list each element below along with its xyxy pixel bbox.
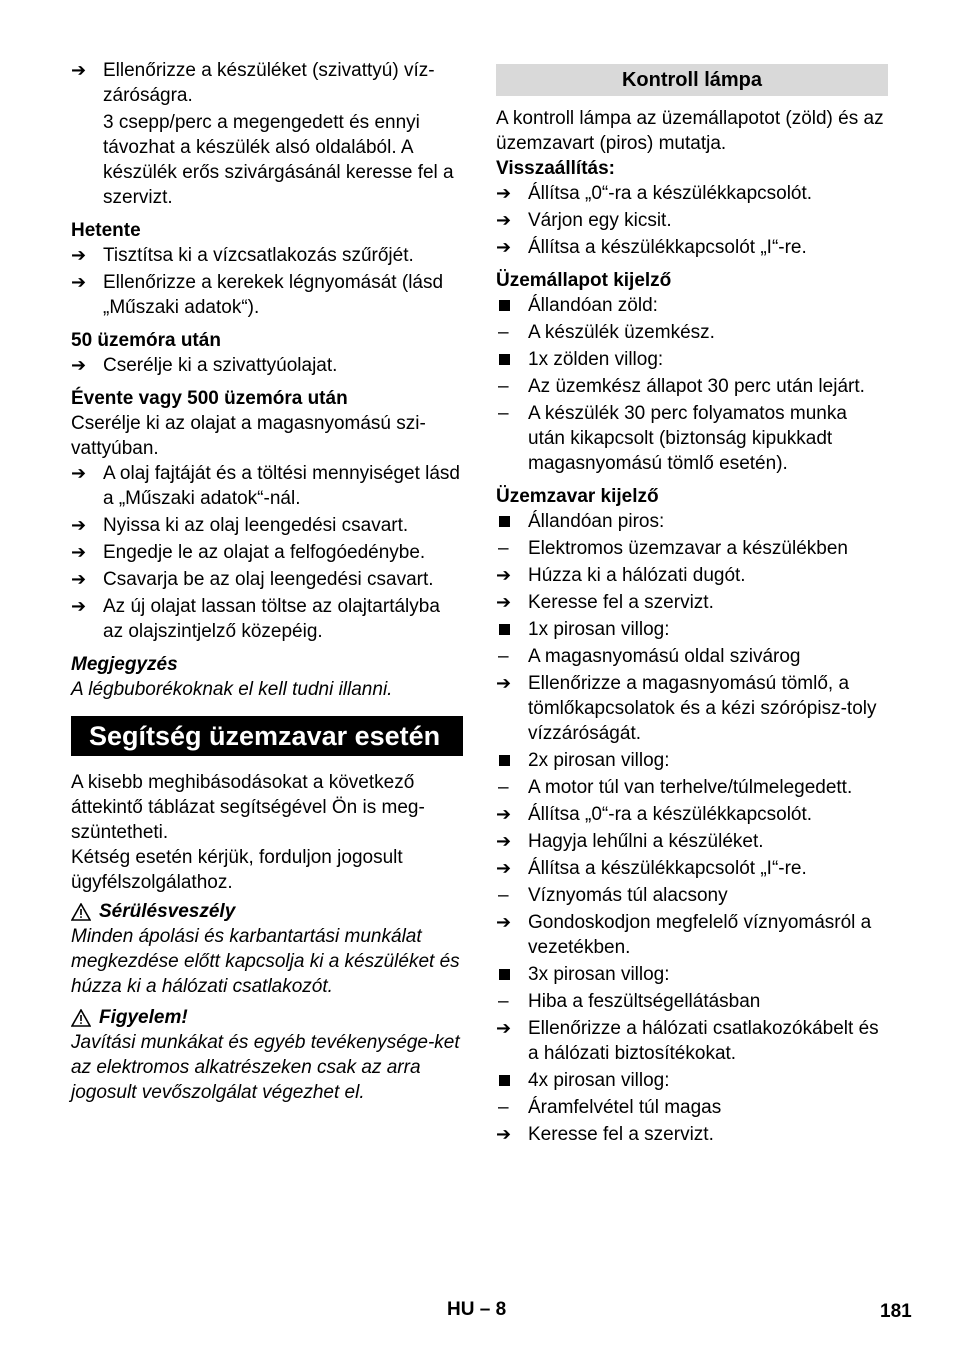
list-item <box>71 567 463 592</box>
list-item <box>71 270 463 320</box>
list-item-text: Tisztítsa ki a vízcsatlakozás szűrőjét. <box>103 245 414 266</box>
paragraph: A kisebb meghibásodásokat a következő áttekintő táblázat segítségével Ön is meg-szüntetheti. <box>71 772 425 843</box>
dash-bullet-icon: – <box>498 376 509 397</box>
left-column <box>71 58 463 1105</box>
list-item-text: Állítsa a készülékkapcsolót „I“-re. <box>528 858 807 879</box>
list-item-text: Nyissa ki az olaj leengedési csavart. <box>103 515 409 536</box>
arrow-icon: ➔ <box>496 858 512 878</box>
list-item-text: 1x pirosan villog: <box>528 619 670 640</box>
paragraph: A kontroll lámpa az üzemállapotot (zöld) és az üzemzavart (piros) mutatja. <box>496 108 884 154</box>
warning-title-text: Sérülésveszély <box>99 901 236 922</box>
dash-bullet-icon: – <box>498 885 509 906</box>
dash-bullet-icon: – <box>498 1097 509 1118</box>
arrow-icon: ➔ <box>71 569 87 589</box>
status-list <box>496 293 888 476</box>
heading-reset: Visszaállítás: <box>496 158 616 179</box>
arrow-icon: ➔ <box>496 210 512 230</box>
arrow-icon: ➔ <box>496 1124 512 1144</box>
section-title: Segítség üzemzavar esetén <box>71 716 463 756</box>
list-item-text: Állítsa „0“-ra a készülékkapcsolót. <box>528 183 813 204</box>
square-bullet-icon <box>496 617 528 642</box>
indented-paragraph: 3 csepp/perc a megengedett és ennyi távozhat a készülék alsó oldalából. A készülék erős szivárgásánál keresse fel a szervizt. <box>103 112 454 208</box>
arrow-icon: ➔ <box>496 183 512 203</box>
list-item-text: Állandóan piros: <box>528 511 665 532</box>
list-item <box>496 617 888 642</box>
caution-title-text: Figyelem! <box>99 1007 188 1028</box>
list-item-text: Ellenőrizze a kerekek légnyomását (lásd „Műszaki adatok“). <box>103 272 444 318</box>
list-item <box>496 235 888 260</box>
list-item-text: Keresse fel a szervizt. <box>528 1124 714 1145</box>
list-item <box>71 540 463 565</box>
list-item-text: Engedje le az olajat a felfogóedénybe. <box>103 542 426 563</box>
warning-triangle-icon <box>71 1009 91 1027</box>
list-item <box>496 910 888 960</box>
warning-triangle-icon <box>71 903 91 921</box>
list-item <box>71 58 463 108</box>
list-item <box>496 856 888 881</box>
list-item <box>496 671 888 746</box>
list-item-text: 1x zölden villog: <box>528 349 664 370</box>
list-item <box>496 1016 888 1066</box>
square-bullet-icon <box>496 962 528 987</box>
list-item-text: Ellenőrizze a magasnyomású tömlő, a tömlőkapcsolatok és a kézi szórópisz-toly vízzáróságát. <box>528 673 877 744</box>
arrow-icon: ➔ <box>71 596 87 616</box>
list-item-text: 2x pirosan villog: <box>528 750 670 771</box>
list-item <box>496 320 888 345</box>
arrow-icon: ➔ <box>71 463 87 483</box>
warning-title <box>71 899 463 924</box>
square-bullet-icon <box>496 293 528 318</box>
list-item <box>496 563 888 588</box>
heading-yearly: Évente vagy 500 üzemóra után <box>71 388 348 409</box>
footer-language-code: HU – 8 <box>447 1299 507 1320</box>
heading-weekly: Hetente <box>71 220 141 241</box>
arrow-icon: ➔ <box>71 355 87 375</box>
arrow-icon: ➔ <box>71 542 87 562</box>
square-bullet-icon <box>496 347 528 372</box>
dash-bullet-icon: – <box>498 403 509 424</box>
arrow-icon: ➔ <box>71 245 87 265</box>
list-item-text: Ellenőrizze a készüléket (szivattyú) víz- záróságra. <box>103 60 435 106</box>
list-item-text: Állandóan zöld: <box>528 295 658 316</box>
list-item-text: Keresse fel a szervizt. <box>528 592 714 613</box>
list-item <box>496 347 888 372</box>
arrow-icon: ➔ <box>496 673 512 693</box>
arrow-icon: ➔ <box>496 565 512 585</box>
list-item-text: Víznyomás túl alacsony <box>528 885 728 906</box>
caution-text: Javítási munkákat és egyéb tevékenysége-ket az elektromos alkatrészeken csak az arra jogosult vevőszolgálat végezhet el. <box>71 1032 460 1103</box>
caution-title <box>71 1005 463 1030</box>
list-item-text: A magasnyomású oldal szivárog <box>528 646 801 667</box>
list-item-text: Elektromos üzemzavar a készülékben <box>528 538 848 559</box>
dash-bullet-icon: – <box>498 322 509 343</box>
list-item-text: Ellenőrizze a hálózati csatlakozókábelt és a hálózati biztosítékokat. <box>528 1018 879 1064</box>
list-item <box>496 293 888 318</box>
list-item-text: 4x pirosan villog: <box>528 1070 670 1091</box>
list-item-text: Gondoskodjon megfelelő víznyomásról a vezetékben. <box>528 912 872 958</box>
list-item <box>71 513 463 538</box>
list-item <box>71 243 463 268</box>
list-item-text: 3x pirosan villog: <box>528 964 670 985</box>
list-item-text: Várjon egy kicsit. <box>528 210 672 231</box>
fault-list <box>496 509 888 1147</box>
dash-bullet-icon: – <box>498 991 509 1012</box>
note-text: A légbuborékoknak el kell tudni illanni. <box>71 679 393 700</box>
page-number: 181 <box>880 1301 912 1322</box>
list-item <box>496 1122 888 1147</box>
list-item-text: Hagyja lehűlni a készüléket. <box>528 831 764 852</box>
note-title: Megjegyzés <box>71 654 178 675</box>
list-item-text: Állítsa „0“-ra a készülékkapcsolót. <box>528 804 813 825</box>
arrow-icon: ➔ <box>496 592 512 612</box>
list-item-text: Cserélje ki a szivattyúolajat. <box>103 355 338 376</box>
list-item <box>71 353 463 378</box>
arrow-icon: ➔ <box>71 60 87 80</box>
list-item <box>496 401 888 476</box>
arrow-icon: ➔ <box>496 237 512 257</box>
right-column <box>496 58 888 1155</box>
list-item-text: Hiba a feszültségellátásban <box>528 991 761 1012</box>
list-item <box>496 1068 888 1093</box>
arrow-icon: ➔ <box>496 912 512 932</box>
list-item-text: A motor túl van terhelve/túlmelegedett. <box>528 777 853 798</box>
heading-fault-display: Üzemzavar kijelző <box>496 486 659 507</box>
list-item <box>496 509 888 534</box>
arrow-icon: ➔ <box>71 272 87 292</box>
paragraph: Kétség esetén kérjük, forduljon jogosult ügyfélszolgálathoz. <box>71 847 403 893</box>
list-item-text: Állítsa a készülékkapcsolót „I“-re. <box>528 237 807 258</box>
list-item-text: A olaj fajtáját és a töltési mennyiséget lásd a „Műszaki adatok“-nál. <box>103 463 460 509</box>
list-item <box>496 883 888 908</box>
list-item <box>71 594 463 644</box>
square-bullet-icon <box>496 1068 528 1093</box>
list-item <box>496 962 888 987</box>
list-item <box>496 802 888 827</box>
list-item-text: Áramfelvétel túl magas <box>528 1097 722 1118</box>
list-item <box>496 644 888 669</box>
heading-50-hours: 50 üzemóra után <box>71 330 221 351</box>
arrow-icon: ➔ <box>496 1018 512 1038</box>
heading-status-display: Üzemállapot kijelző <box>496 270 672 291</box>
dash-bullet-icon: – <box>498 646 509 667</box>
square-bullet-icon <box>496 509 528 534</box>
list-item <box>496 775 888 800</box>
list-item-text: Az üzemkész állapot 30 perc után lejárt. <box>528 376 865 397</box>
list-item-text: A készülék 30 perc folyamatos munka után kikapcsolt (biztonság kipukkadt magasnyomású tömlő esetén). <box>528 403 847 474</box>
list-item <box>496 829 888 854</box>
warning-text: Minden ápolási és karbantartási munkálat megkezdése előtt kapcsolja ki a készüléket és húzza ki a hálózati csatlakozót. <box>71 926 460 997</box>
square-bullet-icon <box>496 748 528 773</box>
section-title-control-lamp: Kontroll lámpa <box>496 64 888 96</box>
list-item <box>496 590 888 615</box>
paragraph: Cserélje ki az olajat a magasnyomású szi-vattyúban. <box>71 413 426 459</box>
list-item <box>496 208 888 233</box>
dash-bullet-icon: – <box>498 777 509 798</box>
arrow-icon: ➔ <box>496 831 512 851</box>
list-item-text: Csavarja be az olaj leengedési csavart. <box>103 569 434 590</box>
list-item <box>496 181 888 206</box>
list-item <box>496 1095 888 1120</box>
list-item-text: A készülék üzemkész. <box>528 322 715 343</box>
list-item <box>496 748 888 773</box>
arrow-icon: ➔ <box>496 804 512 824</box>
list-item <box>496 374 888 399</box>
list-item <box>71 461 463 511</box>
list-item-text: Az új olajat lassan töltse az olajtartályba az olajszintjelző közepéig. <box>103 596 440 642</box>
list-item <box>496 989 888 1014</box>
arrow-icon: ➔ <box>71 515 87 535</box>
dash-bullet-icon: – <box>498 538 509 559</box>
list-item <box>496 536 888 561</box>
list-item-text: Húzza ki a hálózati dugót. <box>528 565 746 586</box>
